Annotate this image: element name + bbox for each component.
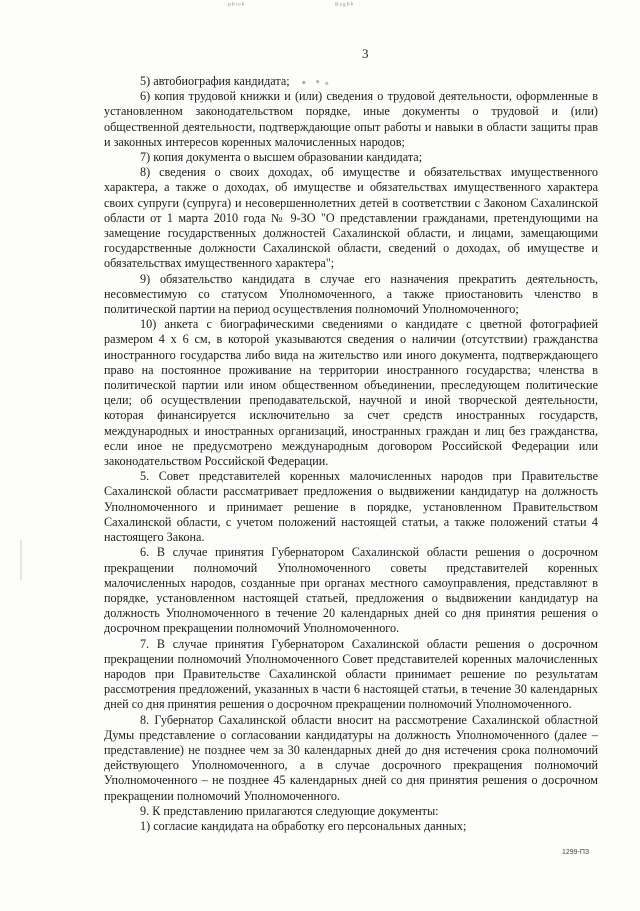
paragraph-part-5: 5. Совет представителей коренных малочисленных народов при Правительстве Сахалинской области рассматривает предложения о выдвижении кандидатур на должность Уполномоченного и принимает решение в порядке, установленном Правительством Сахалинской области, с учетом положений настоящей статьи, а также положений статьи 4 настоящего Закона. <box>104 469 598 545</box>
paragraph-part-6: 6. В случае принятия Губернатором Сахалинской области решения о досрочном прекращении полномочий Уполномоченного советы представителей коренных малочисленных народов, созданные при органах местного самоуправления, представляют в порядке, установленном настоящей статьей, предложения о выдвижении кандидатур на должность Уполномоченного в течение 20 календарных дней со дня принятия решения о досрочном прекращении полномочий Уполномоченного. <box>104 545 598 636</box>
paragraph-item-1: 1) согласие кандидата на обработку его персональных данных; <box>140 818 467 833</box>
paragraph-part-9: 9. К представлению прилагаются следующие документы: <box>140 803 439 818</box>
paragraph-item-6: 6) копия трудовой книжки и (или) сведения о трудовой деятельности, оформленные в установленном законодательством порядке, иные документы о трудовой и (или) общественной деятельности, подтверждающие опыт работы и навыки в области защиты прав и законных интересов коренных малочисленных народов; <box>104 89 598 149</box>
paragraph-part-7: 7. В случае принятия Губернатором Сахалинской области решения о досрочном прекращении полномочий Уполномоченного Совет представителей коренных малочисленных народов при Правительстве Сахалинской области принимает решение по результатам рассмотрения предложений, указанных в части 6 настоящей статьи, в течение 30 календарных дней со дня принятия решения о досрочном прекращении полномочий Уполномоченного. <box>104 636 598 712</box>
paragraph-item-5: 5) автобиография кандидата; <box>104 74 598 89</box>
document-body <box>104 74 598 834</box>
document-code: 1299-ПЗ <box>562 849 590 856</box>
header-stamp-right: ᴿᵉᵍᵇᵏ <box>334 0 355 11</box>
header-stamp-left: ᵖᵇᶦᵒᵏ <box>227 0 246 11</box>
ink-smudge <box>290 78 336 87</box>
paragraph-item-9: 9) обязательство кандидата в случае его назначения прекратить деятельность, несовместимую со статусом Уполномоченного, а также приостановить членство в политической партии на период осуществления полномочий Уполномоченного; <box>104 271 598 317</box>
page-number: 3 <box>362 46 369 61</box>
paragraph-item-7: 7) копия документа о высшем образовании кандидата; <box>140 150 423 165</box>
paragraph-item-10: 10) анкета с биографическими сведениями о кандидате с цветной фотографией размером 4 х 6 см, в которой указываются сведения о наличии (отсутствии) гражданства иностранного государства либо вида на жительство или иного документа, подтверждающего право на постоянное проживание на территории иностранного государства; членства в политической партии или ином общественном объединении, преследующем политические цели; об осуществлении преподавательской, научной и иной творческой деятельности, которая финансируется исключительно за счет средств иностранных государств, международных и иностранных организаций, иностранных граждан и лиц без гражданства, если иное не предусмотрено международным договором Российской Федерации или законодательством Российской Федерации. <box>104 317 598 469</box>
scan-margin-mark <box>20 540 22 580</box>
paragraph-item-8: 8) сведения о своих доходах, об имуществе и обязательствах имущественного характера, а также о доходах, об имуществе и обязательствах имущественного характера своих супруги (супруга) и несовершеннолетних детей в соответствии с Законом Сахалинской области от 1 марта 2010 года № 9-ЗО "О представлении гражданами, претендующими на замещение государственных должностей Сахалинской области, и лицами, замещающими государственные должности Сахалинской области, сведений о доходах, об имуществе и обязательствах имущественного характера"; <box>104 165 598 271</box>
paragraph-part-8: 8. Губернатор Сахалинской области вносит на рассмотрение Сахалинской областной Думы представление о согласовании кандидатуры на должность Уполномоченного (далее – представление) не позднее чем за 30 календарных дней до дня истечения срока полномочий действующего Уполномоченного, а в случае досрочного прекращения полномочий Уполномоченного – не позднее 45 календарных дней со дня принятия решения о досрочном прекращении полномочий Уполномоченного. <box>104 712 598 803</box>
